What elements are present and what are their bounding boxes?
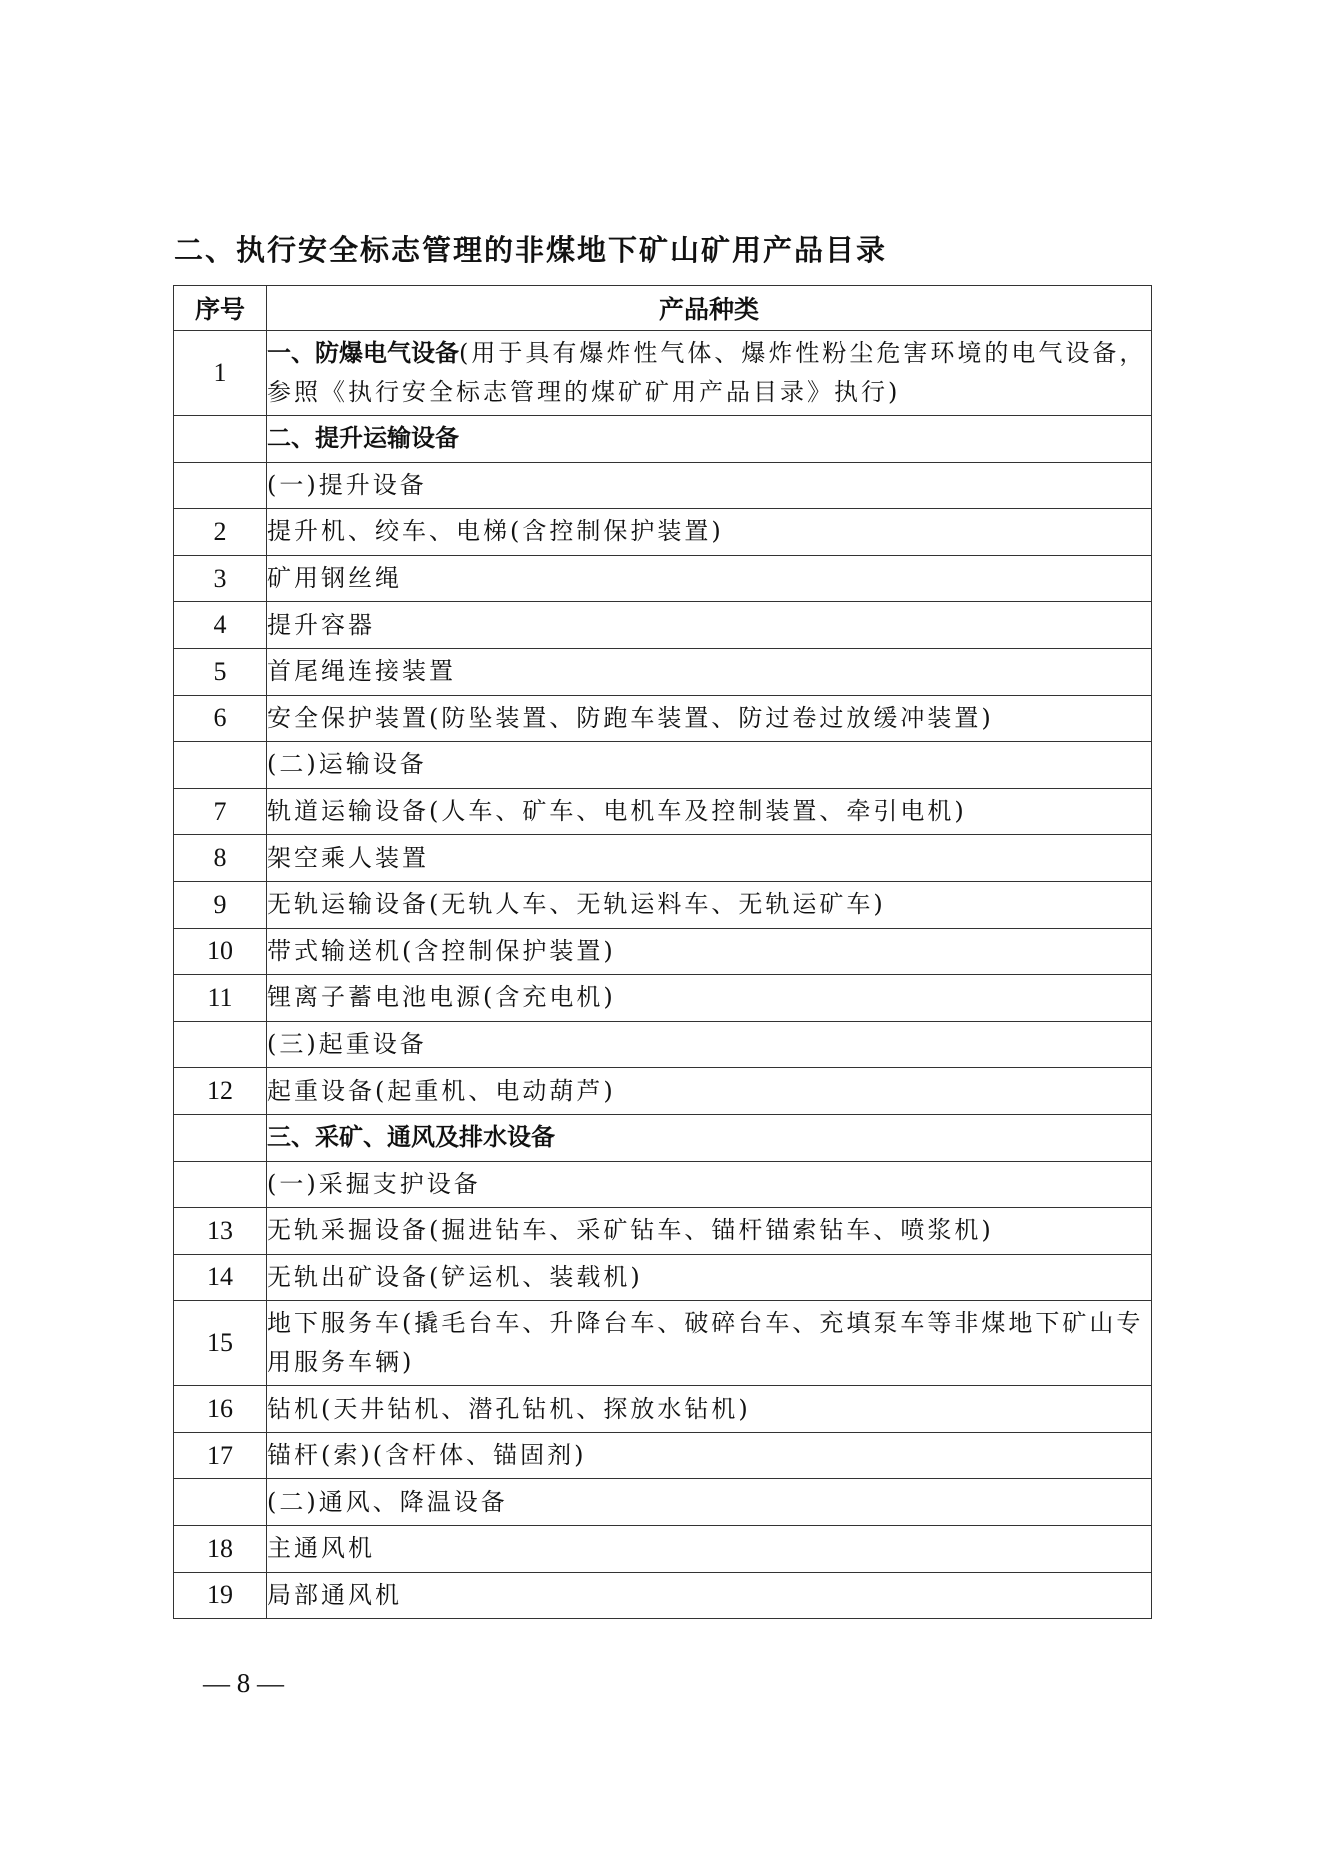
category-text: 局部通风机 [267,1580,402,1609]
table-header-row [174,286,1152,331]
row-category [267,648,1152,695]
row-category [267,742,1152,789]
row-category [267,1161,1152,1208]
row-number: 8 [174,835,267,882]
row-number: 9 [174,881,267,928]
row-category [267,1386,1152,1433]
category-text: (二)运输设备 [267,750,427,779]
table-row [174,648,1152,695]
table-row [174,1432,1152,1479]
row-number: 3 [174,555,267,602]
row-number: 7 [174,788,267,835]
table-row [174,975,1152,1022]
category-text: 锂离子蓄电池电源(含充电机) [267,983,616,1012]
row-number [174,416,267,463]
category-heading: 二、提升运输设备 [267,424,459,453]
table-row [174,462,1152,509]
table-row [174,555,1152,602]
category-text: 无轨运输设备(无轨人车、无轨运料车、无轨运矿车) [267,890,886,919]
row-number: 12 [174,1068,267,1115]
row-category [267,1254,1152,1301]
row-number: 18 [174,1526,267,1573]
row-category [267,835,1152,882]
category-text: 提升机、绞车、电梯(含控制保护装置) [267,517,724,546]
row-number: 4 [174,602,267,649]
row-number: 17 [174,1432,267,1479]
row-number: 15 [174,1301,267,1386]
row-number: 6 [174,695,267,742]
table-row [174,509,1152,556]
row-category [267,1572,1152,1619]
row-number: 1 [174,331,267,416]
row-number: 2 [174,509,267,556]
row-category [267,1068,1152,1115]
table-row [174,1526,1152,1573]
table-row [174,1301,1152,1386]
category-text: 地下服务车(撬毛台车、升降台车、破碎台车、充填泵车等非煤地下矿山专用服务车辆) [267,1309,1144,1377]
product-catalog-table [173,285,1152,1619]
table-row [174,602,1152,649]
section-title: 二、执行安全标志管理的非煤地下矿山矿用产品目录 [174,233,888,267]
row-number [174,742,267,789]
category-text: 无轨出矿设备(铲运机、装载机) [267,1262,643,1291]
row-category [267,602,1152,649]
row-category [267,1021,1152,1068]
row-number: 19 [174,1572,267,1619]
row-category [267,509,1152,556]
category-heading: 一、防爆电气设备 [267,339,459,367]
category-text: 主通风机 [267,1534,375,1563]
row-category [267,1208,1152,1255]
row-number [174,1021,267,1068]
table-row [174,1161,1152,1208]
row-category [267,695,1152,742]
row-category [267,881,1152,928]
row-category [267,331,1152,416]
row-number: 5 [174,648,267,695]
category-text: (三)起重设备 [267,1030,427,1059]
category-text: 无轨采掘设备(掘进钻车、采矿钻车、锚杆锚索钻车、喷浆机) [267,1216,994,1245]
table-row [174,331,1152,416]
row-number: 16 [174,1386,267,1433]
table-row [174,416,1152,463]
row-number [174,1479,267,1526]
row-category [267,1432,1152,1479]
table-row [174,742,1152,789]
table-row [174,1386,1152,1433]
table-row [174,835,1152,882]
table-row [174,1572,1152,1619]
row-number [174,462,267,509]
category-text: 矿用钢丝绳 [267,564,402,593]
category-text: (一)提升设备 [267,470,427,499]
row-category [267,462,1152,509]
row-category [267,1301,1152,1386]
page-number: — 8 — [203,1668,284,1698]
row-category [267,788,1152,835]
row-category [267,1114,1152,1161]
row-category [267,416,1152,463]
table-row [174,1114,1152,1161]
category-text: (二)通风、降温设备 [267,1487,508,1516]
table-row [174,1254,1152,1301]
table-row [174,1479,1152,1526]
row-number [174,1114,267,1161]
row-number: 14 [174,1254,267,1301]
row-category [267,975,1152,1022]
table-row [174,788,1152,835]
table-row [174,881,1152,928]
category-text: 轨道运输设备(人车、矿车、电机车及控制装置、牵引电机) [267,797,967,826]
header-category: 产品种类 [267,286,1152,331]
table-row [174,928,1152,975]
category-text: 钻机(天井钻机、潜孔钻机、探放水钻机) [267,1394,751,1423]
table-row [174,1021,1152,1068]
header-num: 序号 [174,286,267,331]
category-text: 架空乘人装置 [267,843,429,872]
row-category [267,555,1152,602]
row-category [267,928,1152,975]
category-text: 首尾绳连接装置 [267,657,456,686]
row-number: 10 [174,928,267,975]
category-text: 安全保护装置(防坠装置、防跑车装置、防过卷过放缓冲装置) [267,703,994,732]
category-text: 起重设备(起重机、电动葫芦) [267,1076,616,1105]
row-number [174,1161,267,1208]
category-heading: 三、采矿、通风及排水设备 [267,1123,555,1152]
category-text: 锚杆(索)(含杆体、锚固剂) [267,1441,587,1470]
row-number: 13 [174,1208,267,1255]
category-text: 带式输送机(含控制保护装置) [267,936,616,965]
category-text: 提升容器 [267,610,375,639]
row-category [267,1526,1152,1573]
category-text: (一)采掘支护设备 [267,1169,481,1198]
row-number: 11 [174,975,267,1022]
table-row [174,695,1152,742]
table-row [174,1068,1152,1115]
table-row [174,1208,1152,1255]
category-text: (用于具有爆炸性气体、爆炸性粉尘危害环境的电气设备，参照《执行安全标志管理的煤矿矿用产品目录》执行) [267,339,1147,406]
row-category [267,1479,1152,1526]
